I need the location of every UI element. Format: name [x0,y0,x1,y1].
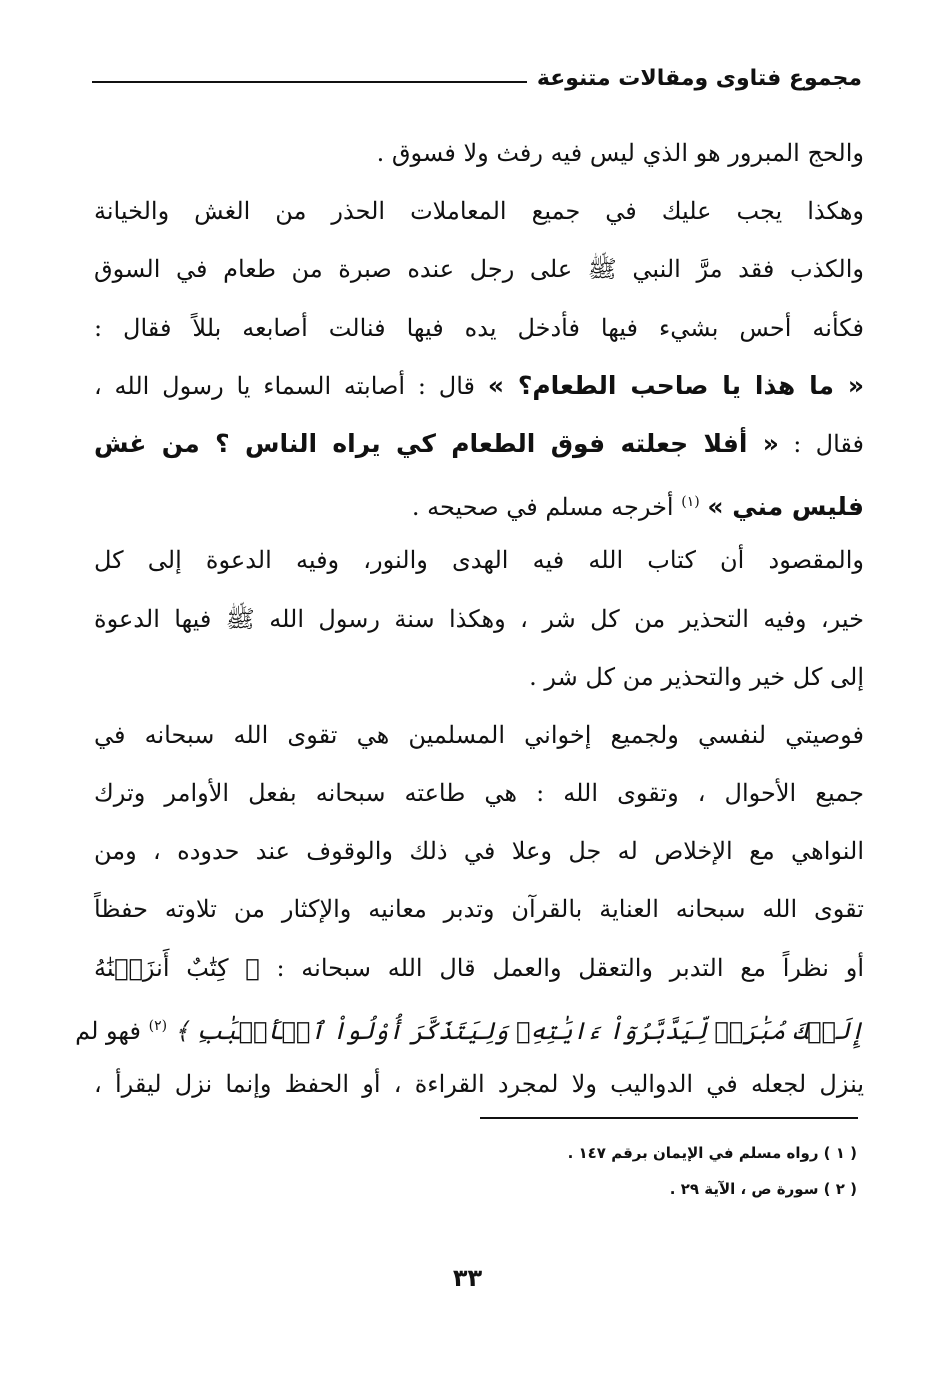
footnote: ( ١ ) رواه مسلم في الإيمان برقم ١٤٧ . [567,1144,857,1162]
text-line: تقوى الله سبحانه العناية بالقرآن وتدبر معانيه والإكثار من تلاوته حفظاً [94,895,864,924]
text-line: والحج المبرور هو الذي ليس فيه رفث ولا فسوق . [376,139,864,167]
header-rule [92,81,527,83]
text-line: أو نظراً مع التدبر والتعقل والعمل قال الله سبحانه : ﴿ كِتَٰبٌ أَنزَلۡنَٰهُ [94,953,864,982]
text-line: والكذب فقد مرَّ النبي ﷺ على رجل عنده صبرة من طعام في السوق [94,255,864,284]
hadith-quote: « ما هذا يا صاحب الطعام؟ » [487,370,865,400]
text-line: جميع الأحوال ، وتقوى الله : هي طاعته سبحانه بفعل الأوامر وترك [94,779,864,808]
text-line: إِلَيۡكَ مُبَٰرَكٞ لِّيَدَّبَّرُوٓاْ ءَايَٰتِهِۦ وَلِيَتَذَكَّرَ أُوْلُواْ ٱلۡأَلۡبَٰبِ ﴾ $^{(٢)}$ فهو لم [75,1016,864,1045]
footnote-marker: (٢) [148,1017,168,1034]
text-line: فليس مني » $^{(١)}$ أخرجه مسلم في صحيحه . [411,492,864,522]
footnote: ( ٢ ) سورة ص ، الآية ٢٩ . [669,1180,857,1198]
text-line: فوصيتي لنفسي ولجميع إخواني المسلمين هي تقوى الله سبحانه في [94,720,864,749]
hadith-quote: « أفلا جعلته فوق الطعام كي يراه الناس ؟ من غش [94,428,779,458]
text-line: والمقصود أن كتاب الله فيه الهدى والنور، وفيه الدعوة إلى كل [94,546,864,575]
text-line: ينزل لجعله في الدواليب ولا لمجرد القراءة ، أو الحفظ وإنما نزل ليقرأ ، [94,1070,864,1098]
running-header [92,58,862,98]
text-line: خير، وفيه التحذير من كل شر ، وهكذا سنة رسول الله ﷺ فيها الدعوة [94,604,864,633]
footnote-rule [480,1117,858,1119]
text-line: وهكذا يجب عليك في جميع المعاملات الحذر من الغش والخيانة [94,197,864,226]
running-header-title: مجموع فتاوى ومقالات متنوعة [536,65,862,91]
text-line: النواهي مع الإخلاص له جل وعلا في ذلك والوقوف عند حدوده ، ومن [94,837,864,866]
quran-verse: إِلَيۡكَ مُبَٰرَكٞ لِّيَدَّبَّرُوٓاْ ءَايَٰتِهِۦ وَلِيَتَذَكَّرَ أُوْلُواْ ٱلۡأَلۡبَٰبِ ﴾ [174,1016,864,1045]
hadith-quote: فليس مني » [707,492,864,522]
text-line: فكأنه أحس بشيء فيها فأدخل يده فيها فنالت أصابعه بللاً فقال : [94,313,864,342]
text-line: فقال : « أفلا جعلته فوق الطعام كي يراه الناس ؟ من غش [94,428,865,458]
body-text [75,124,865,1113]
footnotes [477,1135,857,1207]
text-line: إلى كل خير والتحذير من كل شر . [529,662,864,691]
text-line: « ما هذا يا صاحب الطعام؟ » قال : أصابته السماء يا رسول الله ، [94,370,865,400]
footnote-marker: (١) [681,494,700,511]
page-number: ٣٣ [452,1264,483,1292]
